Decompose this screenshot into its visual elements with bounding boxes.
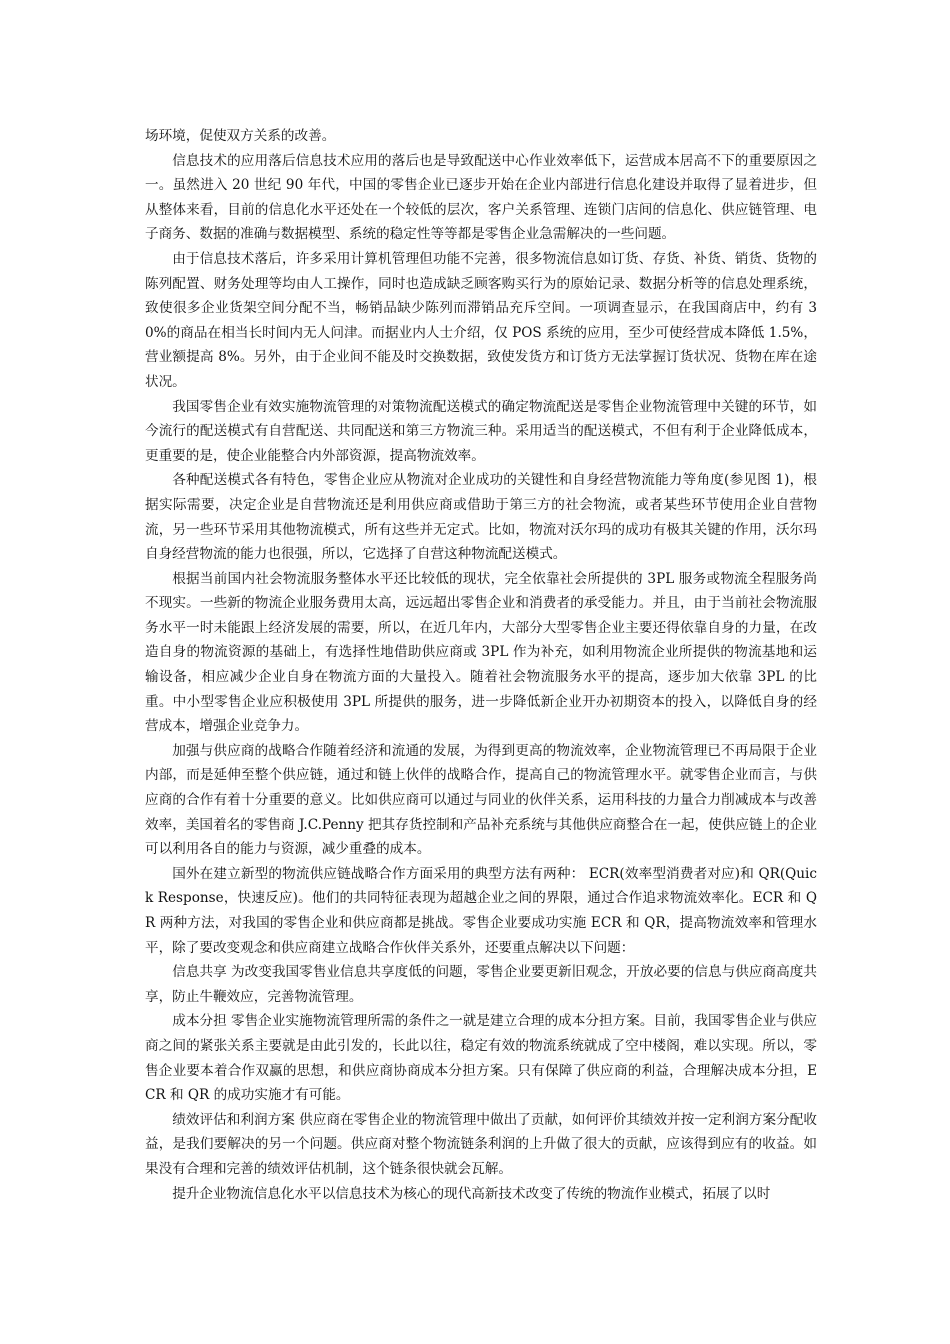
paragraph-ecr-qr: 国外在建立新型的物流供应链战略合作方面采用的典型方法有两种： ECR(效率型消费者对应)和 QR(Quick Response，快速反应)。他们的共同特征表现为超越企业之间的界限，通过合作追求物流效率化。ECR 和 QR 两种方法，对我国的零售企业和供应商都是挑战。零售企业要成功实施 ECR 和 QR，提高物流效率和管理水平，除了要改变观念和供应商建立战略合作伙伴关系外，还要重点解决以下问题： <box>145 865 817 956</box>
paragraph-it-consequences: 由于信息技术落后，许多采用计算机管理但功能不完善，很多物流信息如订货、存货、补货、销货、货物的陈列配置、财务处理等均由人工操作，同时也造成缺乏顾客购买行为的原始记录、数据分析等的信息处理系统，致使很多企业货架空间分配不当，畅销品缺少陈列而滞销品充斥空间。一项调查显示，在我国商店中，约有 30%的商品在相当长时间内无人问津。而据业内人士介绍，仅 POS 系统的应用，至少可使经营成本降低 1.5%，营业额提高 8%。另外，由于企业间不能及时交换数据，致使发货方和订货方无法掌握订货状况、货物在库在途状况。 <box>145 250 817 390</box>
paragraph-supplier-cooperation: 加强与供应商的战略合作随着经济和流通的发展，为得到更高的物流效率，企业物流管理已不再局限于企业内部，而是延伸至整个供应链，通过和链上伙伴的战略合作，提高自己的物流管理水平。就零售企业而言，与供应商的合作有着十分重要的意义。比如供应商可以通过与同业的伙伴关系，运用科技的力量合力削减成本与改善效率，美国着名的零售商 J.C.Penny 把其存货控制和产品补充系统与其他供应商整合在一起，使供应链上的企业可以利用各自的能力与资源，减少重叠的成本。 <box>145 742 817 858</box>
paragraph-informatization: 提升企业物流信息化水平以信息技术为核心的现代高新技术改变了传统的物流作业模式，拓展了以时 <box>172 1185 771 1202</box>
paragraph-3pl: 根据当前国内社会物流服务整体水平还比较低的现状，完全依靠社会所提供的 3PL 服务或物流全程服务尚不现实。一些新的物流企业服务费用太高，远远超出零售企业和消费者的承受能力。并且，由于当前社会物流服务水平一时未能跟上经济发展的需要，所以，在近几年内，大部分大型零售企业主要还得依靠自身的力量，在改造自身的物流资源的基础上，有选择性地借助供应商或 3PL 作为补充，如利用物流企业所提供的物流基地和运输设备，相应减少企业自身在物流方面的大量投入。随着社会物流服务水平的提高，逐步加大依靠 3PL 的比重。中小型零售企业应积极使用 3PL 所提供的服务，进一步降低新企业开办初期资本的投入，以降低自身的经营成本，增强企业竞争力。 <box>145 570 817 735</box>
paragraph-mode-selection: 各种配送模式各有特色，零售企业应从物流对企业成功的关键性和自身经营物流能力等角度(参见图 1)，根据实际需要，决定企业是自营物流还是利用供应商或借助于第三方的社会物流，或者某些环节使用企业自营物流，另一些环节采用其他物流模式，所有这些并无定式。比如，物流对沃尔玛的成功有极其关键的作用，沃尔玛自身经营物流的能力也很强，所以，它选择了自营这种物流配送模式。 <box>145 472 817 563</box>
paragraph-cost-sharing: 成本分担 零售企业实施物流管理所需的条件之一就是建立合理的成本分担方案。目前，我国零售企业与供应商之间的紧张关系主要就是由此引发的，长此以往，稳定有效的物流系统就成了空中楼阁，难以实现。所以，零售企业要本着合作双赢的思想，和供应商协商成本分担方案。只有保障了供应商的利益，合理解决成本分担，ECR 和 QR 的成功实施才有可能。 <box>145 1013 817 1104</box>
paragraph-info-sharing: 信息共享 为改变我国零售业信息共享度低的问题，零售企业要更新旧观念，开放必要的信息与供应商高度共享，防止牛鞭效应，完善物流管理。 <box>145 964 817 1005</box>
paragraph-continuation: 场环境，促使双方关系的改善。 <box>145 128 336 144</box>
paragraph-it-lag: 信息技术的应用落后信息技术应用的落后也是导致配送中心作业效率低下，运营成本居高不下的重要原因之一。虽然进入 20 世纪 90 年代，中国的零售企业已逐步开始在企业内部进行信息化建设并取得了显着进步，但从整体来看，目前的信息化水平还处在一个较低的层次，客户关系管理、连锁门店间的信息化、供应链管理、电子商务、数据的准确与数据模型、系统的稳定性等等都是零售企业急需解决的一些问题。 <box>145 152 817 243</box>
paragraph-distribution-modes: 我国零售企业有效实施物流管理的对策物流配送模式的确定物流配送是零售企业物流管理中关键的环节，如今流行的配送模式有自营配送、共同配送和第三方物流三种。采用适当的配送模式，不但有利于企业降低成本，更重要的是，使企业能整合内外部资源，提高物流效率。 <box>145 398 817 464</box>
document-body <box>145 124 817 1206</box>
paragraph-performance: 绩效评估和利润方案 供应商在零售企业的物流管理中做出了贡献，如何评价其绩效并按一定利润方案分配收益，是我们要解决的另一个问题。供应商对整个物流链条利润的上升做了很大的贡献，应该得到应有的收益。如果没有合理和完善的绩效评估机制，这个链条很快就会瓦解。 <box>145 1111 817 1177</box>
